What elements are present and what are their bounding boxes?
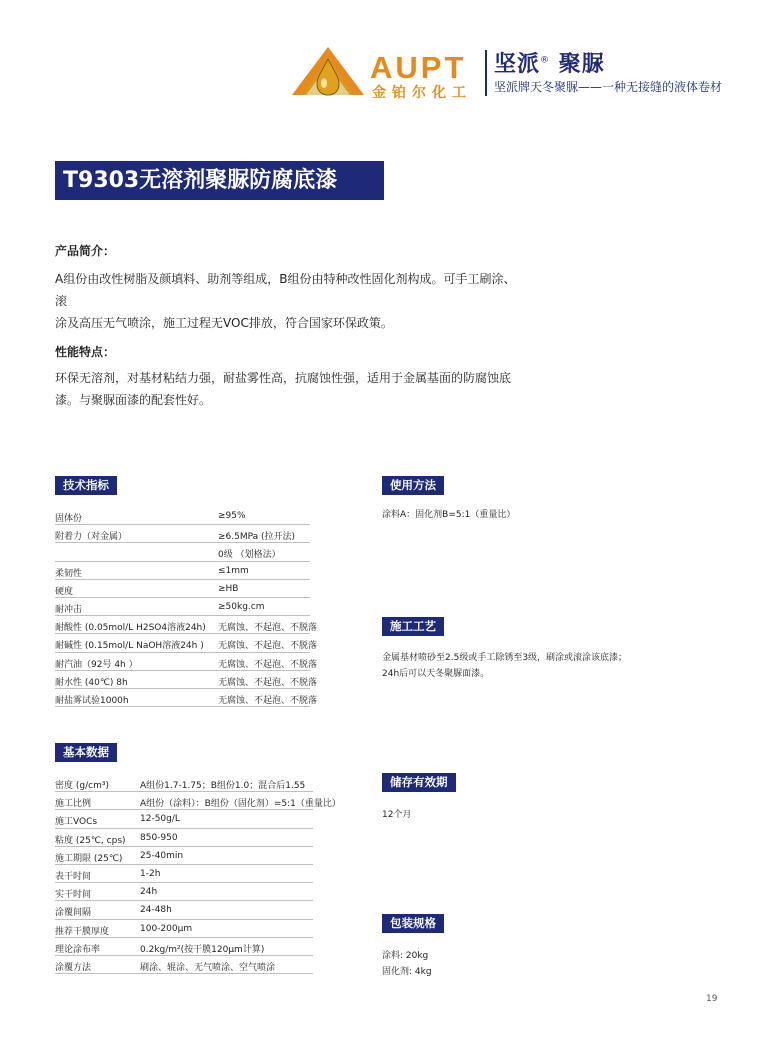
table-row (55, 616, 318, 634)
row-value: 24h (140, 887, 158, 898)
features-line: 环保无溶剂，对基材粘结力强，耐盐雾性高，抗腐蚀性强，适用于金属基面的防腐蚀底 (55, 371, 512, 385)
process-heading: 施工工艺 (382, 617, 444, 636)
row-value: 1-2h (140, 868, 161, 879)
tech-specs-table (55, 507, 318, 707)
row-name: 耐水性 (40℃) 8h (55, 677, 128, 688)
features-label: 性能特点： (55, 345, 116, 359)
packaging-heading: 包装规格 (382, 914, 444, 933)
row-name: 推荐干膜厚度 (55, 926, 110, 937)
table-row (55, 580, 310, 598)
table-row (55, 792, 341, 810)
table-row (55, 865, 313, 883)
process-line: 金属基材喷砂至2.5级或手工除锈至3级，刷涂或滚涂该底漆； (382, 653, 628, 663)
row-name: 密度 (g/cm³) (55, 781, 109, 791)
row-value: 刷涂、辊涂、无气喷涂、空气喷涂 (140, 962, 276, 973)
row-value: 无腐蚀、不起泡、不脱落 (218, 623, 318, 634)
row-value: 25-40min (140, 850, 184, 861)
row-value: 无腐蚀、不起泡、不脱落 (218, 677, 318, 688)
row-value: ≤1mm (218, 565, 249, 576)
row-value: 无腐蚀、不起泡、不脱落 (218, 659, 318, 670)
process-text (382, 650, 627, 682)
table-row (55, 901, 313, 919)
basic-data-heading: 基本数据 (55, 743, 117, 762)
row-value: A组份1.7-1.75；B组份1.0；混合后1.55 (140, 781, 306, 791)
row-name: 粘度 (25℃, cps) (55, 835, 126, 846)
tech-specs-heading: 技术指标 (55, 476, 117, 495)
table-row (55, 956, 313, 974)
row-name: 耐碱性 (0.15mol/L NaOH溶液24h ) (55, 641, 204, 652)
table-row (55, 938, 313, 956)
table-row (55, 920, 313, 938)
row-name: 耐冲击 (55, 604, 83, 615)
row-name: 实干时间 (55, 890, 92, 901)
row-value: 100-200μm (140, 923, 193, 934)
row-name: 涂覆方法 (55, 962, 92, 973)
brand-slogan: 坚派牌天冬聚脲——一种无接缝的液体卷材 (494, 80, 723, 94)
basic-data-table (55, 774, 341, 974)
table-row (55, 883, 313, 901)
row-value: 无腐蚀、不起泡、不脱落 (218, 695, 318, 706)
table-row (55, 598, 310, 616)
intro-text (55, 268, 525, 334)
aupt-logo-icon (290, 45, 366, 97)
page-title: T9303无溶剂聚脲防腐底漆 (55, 161, 384, 200)
packaging-line: 固化剂: 4kg (382, 967, 432, 977)
registered-mark: ® (540, 55, 551, 66)
row-value: ≥6.5MPa (拉开法) (218, 532, 296, 543)
row-name: 理论涂布率 (55, 944, 101, 955)
usage-heading: 使用方法 (382, 476, 444, 495)
row-value: 0级 （划格法） (218, 550, 281, 561)
table-row (55, 847, 313, 865)
table-row (55, 671, 318, 689)
row-name: 施工比例 (55, 799, 92, 810)
row-value: 850-950 (140, 832, 178, 843)
brand-latin-name: AUPT (370, 50, 467, 85)
row-name: 耐汽油（92号 4h ） (55, 659, 138, 670)
table-row (55, 774, 313, 792)
intro-line: A组份由改性树脂及颜填料、助剂等组成，B组份由特种改性固化剂构成。可手工刷涂、滚 (55, 272, 516, 308)
packaging-text (382, 948, 432, 980)
process-line: 24h后可以天冬聚脲面漆。 (382, 669, 490, 679)
row-value: ≥95% (218, 511, 246, 521)
table-row (55, 562, 310, 580)
row-name: 涂覆间隔 (55, 908, 92, 919)
intro-label: 产品简介： (55, 244, 116, 258)
intro-line: 涂及高压无气喷涂，施工过程无VOC排放，符合国家环保政策。 (55, 316, 393, 330)
table-row (55, 653, 318, 671)
brand-product-name: 坚派® 聚脲 (494, 52, 605, 77)
row-value: 0.2kg/m²(按干膜120μm计算) (140, 944, 265, 955)
row-value: 24-48h (140, 905, 172, 916)
row-value: 无腐蚀、不起泡、不脱落 (218, 641, 318, 652)
row-name: 耐酸性 (0.05mol/L H2SO4溶液24h) (55, 623, 206, 634)
brand-chinese-name: 金铂尔化工 (372, 85, 472, 101)
shelf-life-text: 12个月 (382, 810, 412, 820)
table-row (55, 507, 310, 525)
table-row (55, 810, 313, 828)
shelf-life-heading: 储存有效期 (382, 773, 456, 792)
packaging-line: 涂料: 20kg (382, 951, 429, 961)
table-row (55, 525, 310, 543)
row-value: ≥50kg.cm (218, 601, 265, 612)
features-text (55, 367, 525, 411)
row-name: 附着力（对金属） (55, 532, 128, 543)
row-value: 12-50g/L (140, 814, 180, 825)
row-name: 施工VOCs (55, 817, 98, 828)
brand-divider (485, 50, 487, 96)
row-name: 固体份 (55, 514, 83, 524)
table-row (55, 689, 318, 707)
usage-text: 涂料A：固化剂B=5:1（重量比） (382, 510, 516, 520)
table-row (55, 829, 313, 847)
table-row (55, 634, 318, 652)
page-number: 19 (706, 994, 718, 1004)
row-name: 表干时间 (55, 871, 92, 882)
row-value: A组份（涂料）：B组份（固化剂）=5:1（重量比） (140, 799, 341, 810)
features-line: 漆。与聚脲面漆的配套性好。 (55, 393, 212, 407)
row-name: 施工期限 (25℃) (55, 853, 123, 864)
row-name: 柔韧性 (55, 568, 83, 579)
row-value: ≥HB (218, 583, 239, 594)
table-row (55, 543, 310, 561)
row-name: 硬度 (55, 586, 74, 597)
row-name: 耐盐雾试验1000h (55, 695, 129, 706)
